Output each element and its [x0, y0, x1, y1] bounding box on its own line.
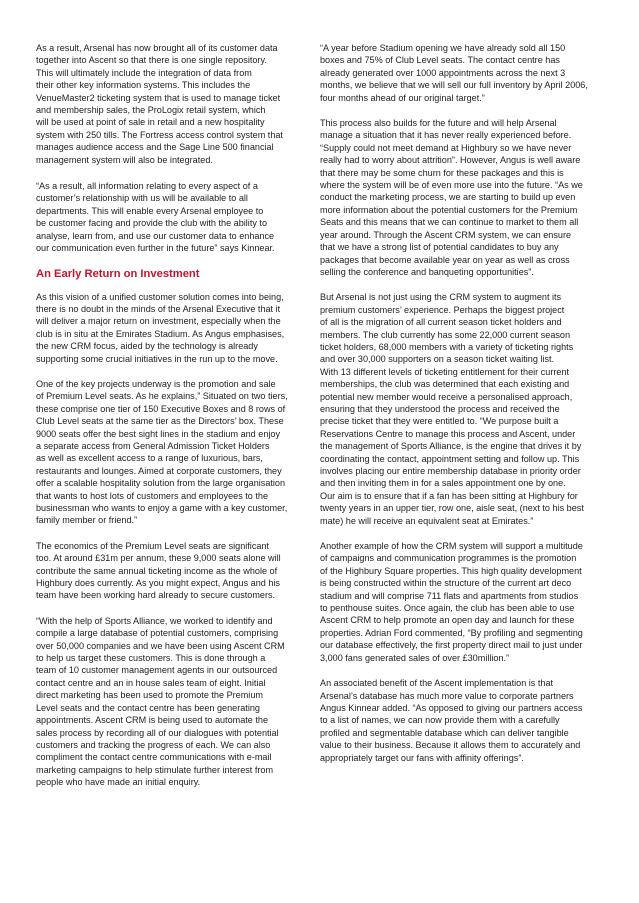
- paragraph: This process also builds for the future and will help Arsenal manage a situation that it has never really experienced before. “Supply could not meet demand at Highbury so we have never really had to worry about attrition”. However, Angus is well aware that there may be some churn for these packages and this is where the system will be of even more use into the future. “As we conduct the marketing process, we are starting to build up even more information about the potential customers for the Premium Seats and this means that we can continue to market to them all year around. Through the Ascent CRM system, we can ensure that we have a strong list of potential candidates to buy any packages that become available year on year as well as cross selling the conference and banqueting opportunities”.: [320, 118, 583, 277]
- left-column: [36, 42, 311, 789]
- paragraph: An associated benefit of the Ascent implementation is that Arsenal’s database has much more value to corporate partners Angus Kinnear added. “As opposed to giving our partners access to a list of names, we can now provide them with a carefully profiled and segmentable database which can deliver tangible value to their business. Because it allows them to accurately and appropriately target our fans with affinity offerings”.: [320, 678, 583, 763]
- paragraph: But Arsenal is not just using the CRM system to augment its premium customers’ experience. Perhaps the biggest project of all is the migration of all current season ticket holders and members. The club currently has some 22,000 current season ticket holders, 68,000 members with a variety of ticketing rights and over 30,000 supporters on a season ticket waiting list. With 13 different levels of ticketing entitlement for their current memberships, the club was determined that each existing and potential new member would receive a personalised approach, ensuring that they understood the process and received the precise ticket that they were entitled to. “We purpose built a Reservations Centre to manage this process and Ascent, under the management of Sports Alliance, is the engine that drives it by coordinating the contact, appointment setting and follow up. This involves placing our entire membership database in priority order and then inviting them in for a sales appointment one by one. Our aim is to ensure that if a fan has been sitting at Highbury for twenty years in an upper tier, row one, aisle seat, (next to his best mate) he will receive an equivalent seat at Emirates.”: [320, 292, 584, 526]
- paragraph: As this vision of a unified customer solution comes into being, there is no doubt in the minds of the Arsenal Executive that it will deliver a major return on investment, especially when the club is in situ at the Emirates Stadium. As Angus emphasises, the new CRM focus, aided by the technology is already supporting some crucial initiatives in the run up to the move.: [36, 291, 285, 364]
- paragraph: As a result, Arsenal has now brought all of its customer data together into Ascent so that there is one single repository. This will ultimately include the integration of data from their other key information systems. This includes the VenueMaster2 ticketing system that is used to manage ticket and membership sales, the ProLogix retail system, which will be used at point of sale in retail and a new hospitality system with 250 tills. The Fortress access control system that manages audience access and the Sage Line 500 financial management system will also be integrated.: [36, 43, 283, 165]
- paragraph: “As a result, all information relating to every aspect of a customer’s relationship with us will be available to all departments. This will enable every Arsenal employee to be customer facing and provide the club with the ability to analyse, learn from, and use our customer data to enhance our communication even further in the future” says Kinnear.: [36, 181, 275, 254]
- paragraph: Another example of how the CRM system will support a multitude of campaigns and communication programmes is the promotion of the Highbury Square properties. This high quality development is being constructed within the structure of the current art deco stadium and will comprise 711 flats and apartments from studios to penthouse suites. Once again, the club has been able to use Ascent CRM to help promote an open day and launch for these properties. Adrian Ford commented, “By profiling and segmenting our database effectively, the first property direct mail to just under 3,000 fans generated sales of over £30million.”: [320, 541, 583, 663]
- right-column: [320, 42, 605, 764]
- section-heading: An Early Return on Investment: [36, 267, 200, 280]
- paragraph: One of the key projects underway is the promotion and sale of Premium Level seats. As he explains,” Situated on two tiers, these comprise one tier of 150 Executive Boxes and 8 rows of Club Level seats at the same tier as the Directors’ box. These 9000 seats offer the best sight lines in the stadium and enjoy a separate access from General Admission Ticket Holders as well as excellent access to a range of luxurious, bars, restaurants and lounges. Aimed at corporate customers, they offer a scalable hospitality solution from the large organisation that wants to host lots of customers and employees to the businessman who wants to enjoy a game with a key customer, family member or friend.”: [36, 378, 288, 526]
- paragraph: The economics of the Premium Level seats are significant too. At around £31m per annum, these 9,000 seats alone will contribute the same annual ticketing income as the whole of Highbury does currently. As you might expect, Angus and his team have been working hard already to secure customers.: [36, 540, 281, 601]
- paragraph: “With the help of Sports Alliance, we worked to identify and compile a large database of potential customers, comprising over 50,000 companies and we have been using Ascent CRM to help us target these customers. This is done through a team of 10 customer management agents in our outsourced contact centre and an in house sales team of eight. Initial direct marketing has been used to promote the Premium Level seats and the contact centre has been generating appointments. Ascent CRM is being used to automate the sales process by recording all of our dialogues with potential customers and tracking the progress of each. We can also compliment the contact centre communications with e-mail marketing campaigns to help stimulate further interest from people who have made an initial enquiry.: [36, 615, 285, 788]
- paragraph: “A year before Stadium opening we have already sold all 150 boxes and 75% of Club Level seats. The contact centre has already generated over 1000 appointments across the next 3 months, we believe that we will sell our full inventory by April 2006, four months ahead of our original target.”: [320, 43, 588, 103]
